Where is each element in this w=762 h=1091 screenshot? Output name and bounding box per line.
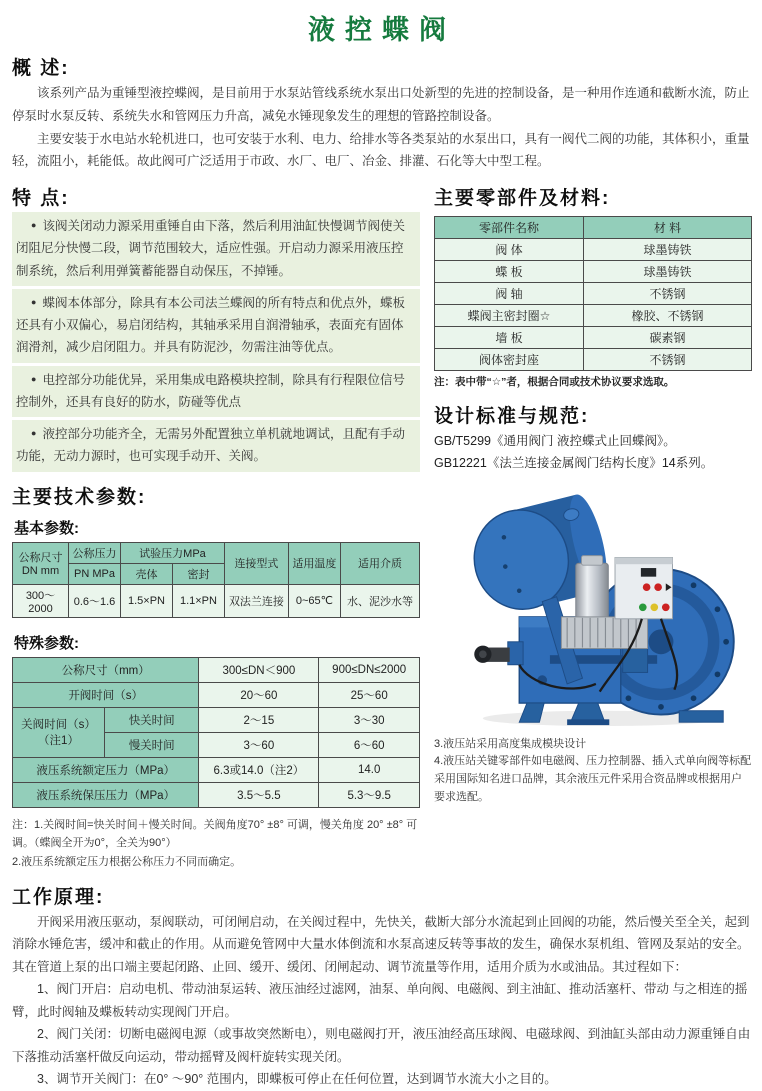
col-header: 公称压力 — [69, 542, 121, 563]
feature-item — [12, 366, 420, 418]
cell-medium: 水、泥沙水等 — [340, 584, 419, 617]
feature-item — [12, 289, 420, 363]
cell: 20～60 — [199, 682, 319, 707]
control-box — [615, 557, 672, 618]
button-red — [662, 603, 670, 611]
cell-size: 300～2000 — [13, 584, 69, 617]
cell-shell: 1.5×PN — [121, 584, 173, 617]
part-material: 球墨铸铁 — [583, 239, 751, 261]
caption-line: 3.液压站采用高度集成模块设计 — [434, 737, 587, 750]
row-header: 关阀时间（s） （注1） — [13, 707, 105, 757]
side-pump — [474, 642, 523, 665]
standards-heading: 设计标准与规范: — [434, 405, 590, 427]
cell: 900≤DN≤2000 — [319, 657, 420, 682]
cell: 5.3～9.5 — [319, 782, 420, 807]
feature-text: 蝶阀本体部分，除具有本公司法兰蝶阀的所有特点和优点外，蝶板还具有小双偏心，易启闭结构，其轴承采用自润滑轴承，表面充有固体润滑剂，减少启闭阻力。并具有防泥沙，勿需注油等优点。 — [16, 295, 405, 355]
cell: 6.3或14.0（注2） — [199, 757, 319, 782]
feature-text: 该阀关闭动力源采用重锤自由下落，然后利用油缸快慢调节阀使关闭阻尼分快慢二段，调节范围较大，适应性强。开启动力源采用液压控制系统，然后利用弹簧蓄能器自动保压，不掉锤。 — [16, 219, 405, 278]
part-name: 阀 轴 — [435, 283, 584, 305]
bullet-icon: ● — [31, 220, 37, 230]
col-header: 密封 — [172, 563, 224, 584]
parts-table — [434, 216, 752, 371]
motor — [576, 555, 609, 618]
row-header: 开阀时间（s） — [13, 682, 199, 707]
basic-params-table — [12, 542, 420, 618]
tech-notes — [12, 816, 420, 872]
part-name: 蝶 板 — [435, 261, 584, 283]
special-params-subheading: 特殊参数: — [14, 634, 79, 652]
part-material: 不锈钢 — [583, 283, 751, 305]
overview-paragraph: 该系列产品为重锤型液控蝶阀，是目前用于水泵站管线系统水泵出口处新型的先进的控制设备，是一种用作连通和截断水流，防止停泵时水泵反转、系统失水和管网压力升高，减免水锤现象发生的理想的管路控制设备。 — [12, 86, 750, 123]
table-row — [435, 283, 752, 305]
row-header: 液压系统额定压力（MPa） — [13, 757, 199, 782]
feature-item — [12, 212, 420, 286]
col-header: 壳体 — [121, 563, 173, 584]
working-step: 3、调节开关阀门：在0° ～90° 范围内，即蝶板可停止在任何位置，达到调节水流大小之目的。 — [37, 1072, 557, 1087]
overview-text — [12, 82, 752, 173]
cell-temperature: 0~65℃ — [288, 584, 340, 617]
col-header: 连接型式 — [224, 542, 288, 584]
caption-line: 4.液压站关键零部件如电磁阀、压力控制器、插入式单向阀等标配采用国际知名进口品牌，其余液压元件采用合资品牌或根据用户要求选配。 — [434, 755, 752, 803]
button-red — [654, 583, 662, 591]
basic-params-subheading: 基本参数: — [14, 519, 79, 537]
table-row — [435, 239, 752, 261]
table-row — [13, 707, 420, 732]
table-row — [13, 584, 420, 617]
working-step: 1、阀门开启：启动电机、带动油泵运转、液压油经过滤网，油泵、单向阀、电磁阀、到主油缸、推动活塞杆、带动 与之相连的摇臂，此时阀轴及蝶板转动实现阀门开启。 — [12, 982, 748, 1019]
part-name: 阀体密封座 — [435, 349, 584, 371]
cell: 3.5～5.5 — [199, 782, 319, 807]
overview-paragraph: 主要安装于水电站水轮机进口，也可安装于水利、电力、给排水等各类泵站的水泵出口，具有一阀代二阀的功能，其体积小，重量轻，流阻小，耗能低。故此阀可广泛适用于市政、水厂、电厂、冶金、排灌、石化等大中型工程。 — [12, 131, 750, 169]
col-header: 零部件名称 — [435, 217, 584, 239]
col-header: 公称尺寸 DN mm — [13, 542, 69, 584]
row-header: 液压系统保压压力（MPa） — [13, 782, 199, 807]
working-principle-section — [12, 882, 752, 1091]
col-header: 材 料 — [583, 217, 751, 239]
button-green — [639, 603, 647, 611]
features-heading: 特 点: — [12, 188, 70, 209]
table-row — [435, 327, 752, 349]
tech-params-heading: 主要技术参数: — [12, 486, 147, 508]
standard-line: GB12221《法兰连接金属阀门结构长度》14系列。 — [434, 456, 714, 471]
part-name: 墙 板 — [435, 327, 584, 349]
row-header: 公称尺寸（mm） — [13, 657, 199, 682]
special-params-table — [12, 657, 420, 808]
display — [641, 568, 656, 577]
cell: 25～60 — [319, 682, 420, 707]
col-header: PN MPa — [69, 563, 121, 584]
cell: 300≤DN＜900 — [199, 657, 319, 682]
feature-item — [12, 420, 420, 472]
part-material: 碳素钢 — [583, 327, 751, 349]
table-row — [13, 782, 420, 807]
cell: 3～30 — [319, 707, 420, 732]
cell: 14.0 — [319, 757, 420, 782]
feature-text: 液控部分功能齐全，无需另外配置独立单机就地调试，且配有手动功能，无动力源时，也可实现手动开、关阀。 — [16, 427, 405, 464]
row-header: 快关时间 — [105, 707, 199, 732]
col-header: 适用温度 — [288, 542, 340, 584]
cell-connection: 双法兰连接 — [224, 584, 288, 617]
cell: 3～60 — [199, 732, 319, 757]
bullet-icon: ● — [31, 373, 37, 384]
product-figure — [434, 477, 752, 734]
overview-heading: 概 述: — [12, 58, 70, 79]
bullet-icon: ● — [31, 296, 37, 307]
part-name: 蝶阀主密封圈☆ — [435, 305, 584, 327]
figure-captions — [434, 736, 752, 806]
parts-note: 注：表中带“☆”者，根据合同或技术协议要求选取。 — [434, 376, 675, 388]
row-header: 慢关时间 — [105, 732, 199, 757]
col-header: 试验压力MPa — [121, 542, 225, 563]
part-name: 阀 体 — [435, 239, 584, 261]
bullet-icon: ● — [31, 428, 37, 438]
table-row — [13, 757, 420, 782]
product-image — [435, 477, 751, 729]
part-material: 球墨铸铁 — [583, 261, 751, 283]
cell: 6～60 — [319, 732, 420, 757]
feature-text: 电控部分功能优异，采用集成电路模块控制，除具有行程限位信号控制外，还具有良好的防水，防碰等优点 — [16, 372, 405, 409]
right-column — [434, 177, 752, 872]
note-line: 注：1.关阀时间=快关时间＋慢关时间。关阀角度70° ±8° 可调，慢关角度 20° ±8° 可调。（蝶阀全开为0°，全关为90°） — [12, 818, 418, 850]
col-header: 适用介质 — [340, 542, 419, 584]
hydraulic-block — [561, 617, 647, 649]
part-material: 橡胶、不锈钢 — [583, 305, 751, 327]
working-heading: 工作原理: — [12, 886, 105, 908]
page-title: 液控蝶阀 — [308, 15, 456, 45]
note-line: 2.液压系统额定压力根据公称压力不同而确定。 — [12, 855, 242, 868]
cell-seal: 1.1×PN — [172, 584, 224, 617]
standard-line: GB/T5299《通用阀门 液控蝶式止回蝶阀》。 — [434, 433, 676, 448]
table-row — [13, 657, 420, 682]
table-row — [435, 261, 752, 283]
table-header-row — [435, 217, 752, 239]
table-row — [435, 349, 752, 371]
parts-heading: 主要零部件及材料: — [434, 188, 611, 209]
cell-pressure: 0.6～1.6 — [69, 584, 121, 617]
table-row — [435, 305, 752, 327]
button-yellow — [650, 603, 658, 611]
working-intro: 开阀采用液压驱动，泵阀联动，可闭闸启动，在关阀过程中，先快关，截断大部分水流起到止回阀的功能，然后慢关至全关，起到消除水锤危害，缓冲和截止的作用。从而避免管网中大量水体倒流和水泵高速反转等事故的发生，确保水泵机组、管网及泵站的安全。其在管道上泵的出口端主要起闭路、止回、缓开、缓闭、闭闸起动、调节流量等作用，适用介质为水或油品。其过程如下： — [12, 914, 750, 974]
button-red — [643, 583, 651, 591]
table-row — [13, 682, 420, 707]
left-column — [12, 177, 420, 872]
working-step: 2、阀门关闭：切断电磁阀电源（或事故突然断电），则电磁阀打开，液压油经高压球阀、电磁球阀、到油缸头部由动力源重锤自由下落推动活塞杆做反向运动，带动摇臂及阀杆旋转实现关闭。 — [12, 1027, 751, 1064]
part-material: 不锈钢 — [583, 349, 751, 371]
cell: 2～15 — [199, 707, 319, 732]
